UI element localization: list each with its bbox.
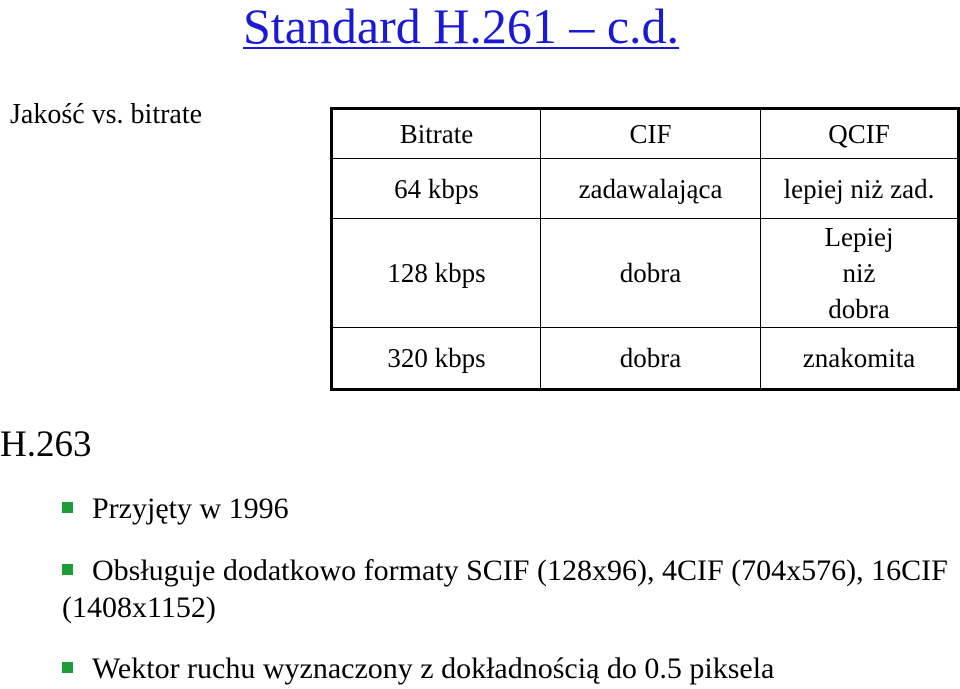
subtitle-quality-vs-bitrate: Jakość vs. bitrate xyxy=(10,99,203,130)
table-cell: 64 kbps xyxy=(332,159,541,219)
table-cell: zadawalająca xyxy=(541,159,761,219)
table-row xyxy=(332,328,959,390)
quality-bitrate-table xyxy=(330,107,960,391)
bullet-item xyxy=(62,490,952,527)
square-bullet-icon xyxy=(62,502,73,513)
table-header-cell: Bitrate xyxy=(332,109,541,159)
table-cell: dobra xyxy=(541,328,761,390)
table-cell: Lepiej niż dobra xyxy=(761,219,959,328)
bullet-text: Obsługuje dodatkowo formaty SCIF (128x96), 4CIF (704x576), 16CIF (1408x1152) xyxy=(62,554,948,624)
table-row xyxy=(332,219,959,328)
table-cell: lepiej niż zad. xyxy=(761,159,959,219)
slide-title: Standard H.261 – c.d. xyxy=(243,0,680,54)
bullet-text: Wektor ruchu wyznaczony z dokładnością do 0.5 piksela xyxy=(92,652,775,685)
section-heading-h263: H.263 xyxy=(0,424,92,465)
table-cell: 320 kbps xyxy=(332,328,541,390)
table-cell: znakomita xyxy=(761,328,959,390)
square-bullet-icon xyxy=(62,662,73,673)
table-cell: 128 kbps xyxy=(332,219,541,328)
bullet-item xyxy=(62,650,952,687)
table-header-cell: QCIF xyxy=(761,109,959,159)
table-cell: dobra xyxy=(541,219,761,328)
table-header-cell: CIF xyxy=(541,109,761,159)
bullet-text: Przyjęty w 1996 xyxy=(92,492,289,525)
table-header-row xyxy=(332,109,959,159)
bullet-item xyxy=(62,552,952,626)
square-bullet-icon xyxy=(62,564,73,575)
table-row xyxy=(332,159,959,219)
